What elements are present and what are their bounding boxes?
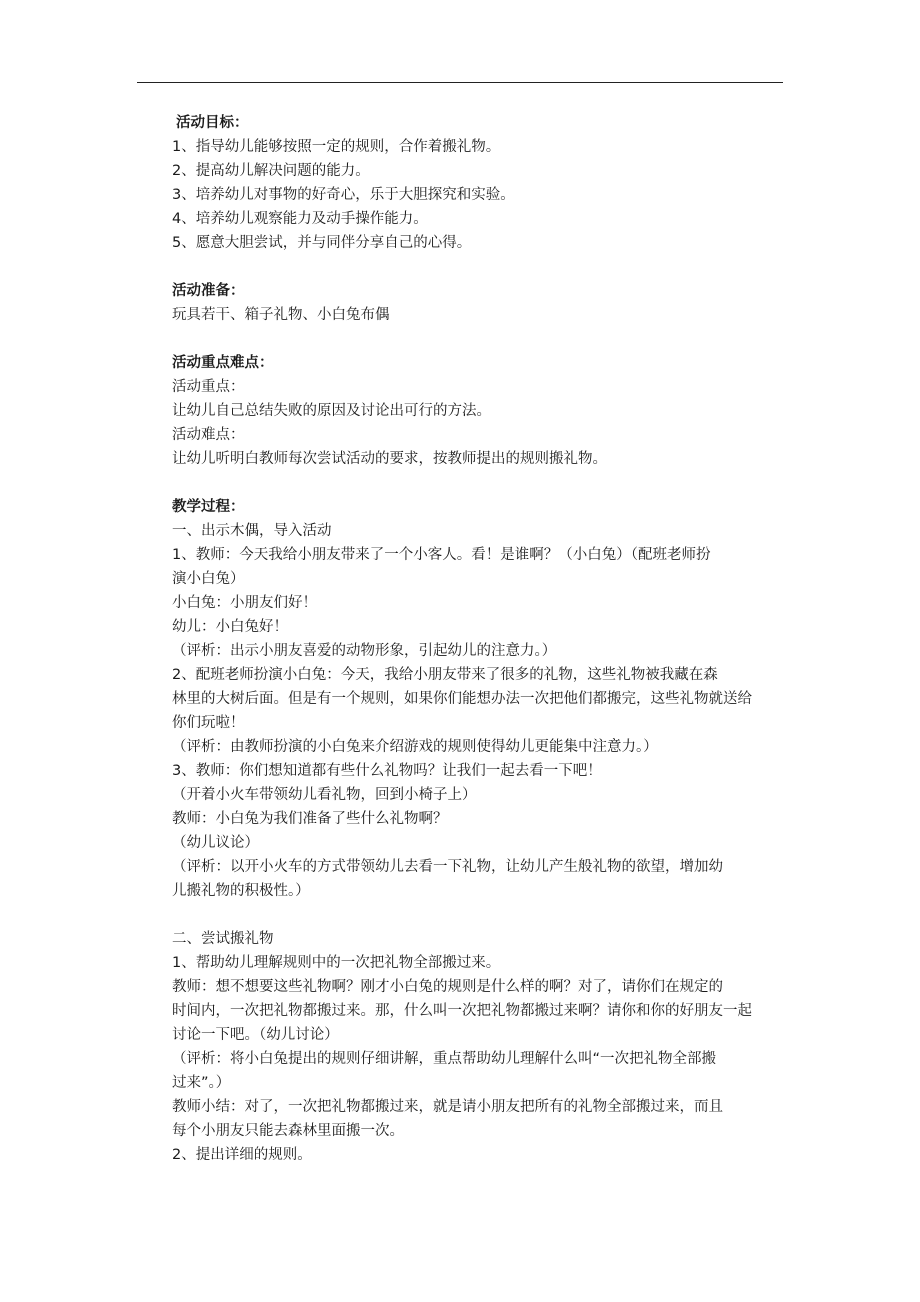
section2-line: 教师小结：对了，一次把礼物都搬过来，就是请小朋友把所有的礼物全部搬过来，而且 [172,1099,723,1115]
goals-heading: 活动目标： [176,115,249,131]
header-rule [137,82,783,83]
section2-title: 二、尝试搬礼物 [172,931,274,947]
section2-line: 讨论一下吧。（幼儿讨论） [172,1027,339,1043]
goal-item: 3、培养幼儿对事物的好奇心，乐于大胆探究和实验。 [172,187,515,203]
difficulty-label: 活动难点： [172,427,245,443]
section2-line: 2、提出详细的规则。 [172,1147,312,1163]
section1-line: 儿搬礼物的积极性。） [172,883,310,899]
section2-line: 时间内，一次把礼物都搬过来。那，什么叫一次把礼物都搬过来啊？请你和你的好朋友一起 [172,1003,752,1019]
section1-line: （评析：由教师扮演的小白兔来介绍游戏的规则使得幼儿更能集中注意力。） [172,739,658,755]
section1-line: （开着小火车带领幼儿看礼物，回到小椅子上） [172,787,477,803]
preparation-heading: 活动准备： [172,283,245,299]
section1-line: 幼儿：小白兔好！ [172,619,288,635]
section1-line: 教师：小白兔为我们准备了些什么礼物啊？ [172,811,448,827]
keypoints-heading: 活动重点难点： [172,355,274,371]
spacer [172,471,784,495]
document-body [172,111,784,1167]
section1-line: （评析：以开小火车的方式带领幼儿去看一下礼物，让幼儿产生般礼物的欲望，增加幼 [172,859,723,875]
goal-item: 4、培养幼儿观察能力及动手操作能力。 [172,211,428,227]
section1-line: 2、配班老师扮演小白兔：今天，我给小朋友带来了很多的礼物，这些礼物被我藏在森 [172,667,718,683]
spacer [172,327,784,351]
focus-label: 活动重点： [172,379,245,395]
goal-item: 2、提高幼儿解决问题的能力。 [172,163,370,179]
section1-line: 演小白兔） [172,571,245,587]
preparation-text: 玩具若干、箱子礼物、小白兔布偶 [172,307,390,323]
section2-line: 1、帮助幼儿理解规则中的一次把礼物全部搬过来。 [172,955,501,971]
goal-item: 5、愿意大胆尝试，并与同伴分享自己的心得。 [172,235,472,251]
section1-line: （幼儿议论） [172,835,259,851]
section1-line: 小白兔：小朋友们好！ [172,595,317,611]
goal-item: 1、指导幼儿能够按照一定的规则，合作着搬礼物。 [172,139,501,155]
section2-line: 过来”。） [172,1075,231,1091]
spacer [172,255,784,279]
spacer [172,903,784,927]
difficulty-text: 让幼儿听明白教师每次尝试活动的要求，按教师提出的规则搬礼物。 [172,451,607,467]
section1-line: 3、教师：你们想知道都有些什么礼物吗？让我们一起去看一下吧！ [172,763,602,779]
section2-line: 每个小朋友只能去森林里面搬一次。 [172,1123,404,1139]
section1-line: （评析：出示小朋友喜爱的动物形象，引起幼儿的注意力。） [172,643,557,659]
section1-title: 一、出示木偶，导入活动 [172,523,332,539]
section2-line: 教师：想不想要这些礼物啊？刚才小白兔的规则是什么样的啊？对了，请你们在规定的 [172,979,723,995]
section1-line: 1、教师：今天我给小朋友带来了一个小客人。看！是谁啊？（小白兔）（配班老师扮 [172,547,711,563]
focus-text: 让幼儿自己总结失败的原因及讨论出可行的方法。 [172,403,491,419]
section1-line: 林里的大树后面。但是有一个规则，如果你们能想办法一次把他们都搬完，这些礼物就送给 [172,691,752,707]
section1-line: 你们玩啦！ [172,715,245,731]
process-heading: 教学过程： [172,499,245,515]
section2-line: （评析：将小白兔提出的规则仔细讲解，重点帮助幼儿理解什么叫“一次把礼物全部搬 [172,1051,717,1067]
